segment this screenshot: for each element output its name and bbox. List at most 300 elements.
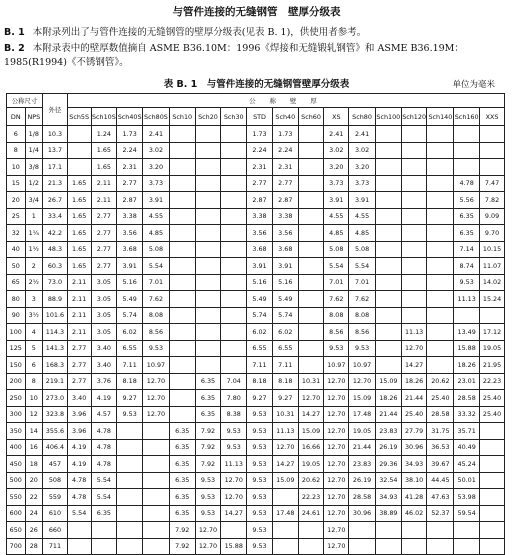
cell-wall-thickness xyxy=(401,225,427,242)
cell-wall-thickness: 12.70 xyxy=(195,522,221,539)
cell-wall-thickness: 10.97 xyxy=(349,357,376,374)
cell-nps: 26 xyxy=(25,522,43,539)
cell-wall-thickness: 4.19 xyxy=(91,390,117,407)
cell-wall-thickness: 7.62 xyxy=(143,291,170,308)
cell-wall-thickness xyxy=(454,307,480,324)
cell-wall-thickness: 6.35 xyxy=(454,208,480,225)
cell-outside-diameter: 219.1 xyxy=(43,373,68,390)
cell-wall-thickness: 5.56 xyxy=(454,192,480,209)
cell-wall-thickness: 3.40 xyxy=(91,357,117,374)
cell-wall-thickness: 6.35 xyxy=(195,390,221,407)
cell-wall-thickness xyxy=(454,538,480,555)
document-title: 与管件连接的无缝钢管 壁厚分级表 xyxy=(172,6,341,18)
cell-wall-thickness xyxy=(221,522,247,539)
cell-wall-thickness xyxy=(91,538,117,555)
cell-wall-thickness xyxy=(221,274,247,291)
cell-outside-diameter: 73.0 xyxy=(43,274,68,291)
cell-wall-thickness: 22.23 xyxy=(298,489,324,506)
cell-wall-thickness: 12.70 xyxy=(324,472,349,489)
table-row xyxy=(7,505,505,522)
cell-wall-thickness: 9.53 xyxy=(324,340,349,357)
cell-wall-thickness xyxy=(401,241,427,258)
cell-wall-thickness: 1.73 xyxy=(247,126,273,143)
cell-wall-thickness xyxy=(427,340,454,357)
cell-wall-thickness: 29.36 xyxy=(375,456,401,473)
cell-dn: 10 xyxy=(7,159,26,176)
table-body xyxy=(7,126,505,555)
cell-dn: 32 xyxy=(7,225,26,242)
cell-wall-thickness: 19.05 xyxy=(480,340,505,357)
cell-wall-thickness: 16.66 xyxy=(298,439,324,456)
cell-wall-thickness: 9.53 xyxy=(349,340,376,357)
cell-wall-thickness xyxy=(480,505,505,522)
paragraph-number: B. 1 xyxy=(4,27,25,38)
cell-wall-thickness: 9.53 xyxy=(117,406,143,423)
cell-wall-thickness xyxy=(169,406,195,423)
cell-wall-thickness: 47.63 xyxy=(427,489,454,506)
cell-wall-thickness xyxy=(169,373,195,390)
cell-wall-thickness: 19.05 xyxy=(298,456,324,473)
cell-wall-thickness xyxy=(221,192,247,209)
cell-nps: 10 xyxy=(25,390,43,407)
cell-nps: 5 xyxy=(25,340,43,357)
cell-wall-thickness: 18.26 xyxy=(401,373,427,390)
cell-wall-thickness: 2.11 xyxy=(91,192,117,209)
cell-wall-thickness xyxy=(143,505,170,522)
cell-wall-thickness: 8.56 xyxy=(324,324,349,341)
cell-wall-thickness xyxy=(427,175,454,192)
table-row xyxy=(7,142,505,159)
cell-wall-thickness: 3.02 xyxy=(349,142,376,159)
table-row xyxy=(7,406,505,423)
cell-wall-thickness: 3.20 xyxy=(349,159,376,176)
cell-wall-thickness: 1.65 xyxy=(91,142,117,159)
cell-wall-thickness xyxy=(401,142,427,159)
cell-wall-thickness: 2.87 xyxy=(247,192,273,209)
cell-wall-thickness: 6.35 xyxy=(195,406,221,423)
cell-wall-thickness xyxy=(427,522,454,539)
cell-wall-thickness: 3.38 xyxy=(117,208,143,225)
cell-wall-thickness: 1.65 xyxy=(67,208,91,225)
cell-wall-thickness: 38.89 xyxy=(375,505,401,522)
cell-wall-thickness xyxy=(195,258,221,275)
cell-wall-thickness: 46.02 xyxy=(401,505,427,522)
cell-wall-thickness: 3.73 xyxy=(143,175,170,192)
cell-outside-diameter: 406.4 xyxy=(43,439,68,456)
cell-wall-thickness xyxy=(480,307,505,324)
cell-wall-thickness: 1.73 xyxy=(272,126,298,143)
cell-dn: 90 xyxy=(7,307,26,324)
cell-dn: 400 xyxy=(7,439,26,456)
table-row xyxy=(7,175,505,192)
cell-wall-thickness: 2.11 xyxy=(67,274,91,291)
cell-wall-thickness: 9.53 xyxy=(221,439,247,456)
cell-wall-thickness: 12.70 xyxy=(324,406,349,423)
cell-wall-thickness xyxy=(349,522,376,539)
cell-wall-thickness: 5.74 xyxy=(272,307,298,324)
cell-outside-diameter: 17.1 xyxy=(43,159,68,176)
cell-wall-thickness xyxy=(117,505,143,522)
cell-wall-thickness xyxy=(67,126,91,143)
cell-wall-thickness: 2.77 xyxy=(117,175,143,192)
cell-wall-thickness: 5.16 xyxy=(117,274,143,291)
cell-nps: 3 xyxy=(25,291,43,308)
cell-wall-thickness: 15.09 xyxy=(298,423,324,440)
cell-wall-thickness: 12.70 xyxy=(324,439,349,456)
cell-wall-thickness: 32.54 xyxy=(375,472,401,489)
cell-wall-thickness: 3.91 xyxy=(324,192,349,209)
cell-wall-thickness: 12.70 xyxy=(195,538,221,555)
table-caption: 表 B. 1 与管件连接的无缝钢管壁厚分级表 xyxy=(163,79,350,90)
cell-wall-thickness xyxy=(401,274,427,291)
cell-nps: 1/4 xyxy=(25,142,43,159)
cell-wall-thickness xyxy=(143,538,170,555)
cell-wall-thickness xyxy=(480,522,505,539)
cell-nps: 1 xyxy=(25,208,43,225)
cell-wall-thickness: 7.80 xyxy=(221,390,247,407)
cell-wall-thickness xyxy=(195,142,221,159)
cell-wall-thickness: 25.40 xyxy=(480,406,505,423)
cell-wall-thickness: 27.79 xyxy=(401,423,427,440)
table-row xyxy=(7,324,505,341)
cell-wall-thickness xyxy=(117,456,143,473)
cell-dn: 700 xyxy=(7,538,26,555)
cell-wall-thickness: 53.98 xyxy=(454,489,480,506)
cell-wall-thickness xyxy=(480,538,505,555)
cell-wall-thickness: 3.20 xyxy=(143,159,170,176)
table-row xyxy=(7,456,505,473)
cell-wall-thickness: 11.13 xyxy=(454,291,480,308)
cell-wall-thickness xyxy=(427,192,454,209)
cell-wall-thickness: 4.85 xyxy=(143,225,170,242)
cell-wall-thickness xyxy=(401,126,427,143)
cell-outside-diameter: 42.2 xyxy=(43,225,68,242)
cell-wall-thickness xyxy=(195,192,221,209)
cell-wall-thickness: 2.41 xyxy=(143,126,170,143)
cell-wall-thickness: 2.31 xyxy=(247,159,273,176)
cell-nps: 1/8 xyxy=(25,126,43,143)
header-schedule-xs: XS xyxy=(324,108,349,126)
cell-wall-thickness: 15.09 xyxy=(272,472,298,489)
cell-wall-thickness xyxy=(375,291,401,308)
cell-wall-thickness: 4.55 xyxy=(143,208,170,225)
cell-dn: 65 xyxy=(7,274,26,291)
cell-wall-thickness: 14.27 xyxy=(298,406,324,423)
table-row xyxy=(7,390,505,407)
cell-wall-thickness: 2.87 xyxy=(117,192,143,209)
cell-wall-thickness: 1.65 xyxy=(67,225,91,242)
cell-wall-thickness: 7.92 xyxy=(169,522,195,539)
cell-dn: 150 xyxy=(7,357,26,374)
cell-wall-thickness: 9.53 xyxy=(247,538,273,555)
cell-wall-thickness: 14.27 xyxy=(272,456,298,473)
cell-wall-thickness: 23.01 xyxy=(454,373,480,390)
cell-wall-thickness xyxy=(117,489,143,506)
cell-wall-thickness: 12.70 xyxy=(401,340,427,357)
cell-wall-thickness xyxy=(272,522,298,539)
cell-wall-thickness xyxy=(375,208,401,225)
cell-outside-diameter: 60.3 xyxy=(43,258,68,275)
cell-dn: 500 xyxy=(7,472,26,489)
table-row xyxy=(7,439,505,456)
table-row xyxy=(7,192,505,209)
cell-dn: 250 xyxy=(7,390,26,407)
cell-outside-diameter: 10.3 xyxy=(43,126,68,143)
cell-wall-thickness: 6.35 xyxy=(169,423,195,440)
cell-wall-thickness: 6.35 xyxy=(169,456,195,473)
cell-wall-thickness: 10.15 xyxy=(480,241,505,258)
cell-wall-thickness: 6.55 xyxy=(117,340,143,357)
paragraph-number: B. 2 xyxy=(4,43,25,54)
cell-wall-thickness: 38.10 xyxy=(401,472,427,489)
cell-wall-thickness xyxy=(375,225,401,242)
cell-nps: 16 xyxy=(25,439,43,456)
cell-dn: 600 xyxy=(7,505,26,522)
cell-wall-thickness xyxy=(298,175,324,192)
cell-outside-diameter: 168.3 xyxy=(43,357,68,374)
cell-wall-thickness: 2.77 xyxy=(91,258,117,275)
paragraph-text: 本附录表中的壁厚数值摘自 ASME B36.10M：1996《焊接和无缝锻轧钢管》和 ASME B36.19M：1985(R1994)《不锈钢管》。 xyxy=(4,43,464,68)
cell-wall-thickness xyxy=(427,291,454,308)
cell-wall-thickness xyxy=(221,357,247,374)
cell-wall-thickness: 8.18 xyxy=(272,373,298,390)
cell-wall-thickness: 8.56 xyxy=(143,324,170,341)
cell-wall-thickness xyxy=(401,175,427,192)
cell-wall-thickness: 3.91 xyxy=(272,258,298,275)
cell-nps: 12 xyxy=(25,406,43,423)
cell-wall-thickness: 7.01 xyxy=(324,274,349,291)
table-row xyxy=(7,225,505,242)
cell-wall-thickness: 6.35 xyxy=(169,439,195,456)
cell-outside-diameter: 114.3 xyxy=(43,324,68,341)
cell-outside-diameter: 323.8 xyxy=(43,406,68,423)
cell-wall-thickness xyxy=(454,159,480,176)
cell-wall-thickness: 2.77 xyxy=(91,225,117,242)
cell-wall-thickness: 15.24 xyxy=(480,291,505,308)
cell-wall-thickness xyxy=(117,423,143,440)
cell-dn: 25 xyxy=(7,208,26,225)
header-schedule-sch20: Sch20 xyxy=(195,108,221,126)
header-nominal-size: 公称尺寸 xyxy=(7,94,43,108)
table-row xyxy=(7,208,505,225)
cell-wall-thickness: 7.92 xyxy=(169,538,195,555)
cell-wall-thickness xyxy=(272,538,298,555)
cell-wall-thickness: 7.11 xyxy=(117,357,143,374)
cell-wall-thickness: 1.65 xyxy=(91,159,117,176)
cell-wall-thickness: 12.70 xyxy=(143,373,170,390)
cell-wall-thickness: 3.73 xyxy=(349,175,376,192)
cell-wall-thickness: 1.65 xyxy=(67,192,91,209)
cell-wall-thickness: 21.95 xyxy=(480,357,505,374)
cell-wall-thickness: 4.78 xyxy=(67,472,91,489)
header-schedule-sch100: Sch100 xyxy=(375,108,401,126)
cell-wall-thickness: 41.28 xyxy=(401,489,427,506)
cell-nps: 22 xyxy=(25,489,43,506)
cell-wall-thickness: 4.19 xyxy=(67,456,91,473)
cell-wall-thickness: 5.08 xyxy=(349,241,376,258)
cell-wall-thickness: 2.11 xyxy=(67,307,91,324)
table-row xyxy=(7,307,505,324)
cell-wall-thickness: 2.24 xyxy=(272,142,298,159)
table-row xyxy=(7,522,505,539)
cell-wall-thickness: 3.02 xyxy=(143,142,170,159)
cell-wall-thickness: 40.49 xyxy=(454,439,480,456)
table-row xyxy=(7,538,505,555)
cell-wall-thickness: 3.68 xyxy=(247,241,273,258)
cell-wall-thickness: 9.27 xyxy=(247,390,273,407)
table-row xyxy=(7,357,505,374)
cell-wall-thickness: 4.85 xyxy=(349,225,376,242)
cell-wall-thickness: 6.02 xyxy=(117,324,143,341)
cell-wall-thickness: 15.09 xyxy=(349,390,376,407)
cell-wall-thickness xyxy=(221,241,247,258)
cell-wall-thickness xyxy=(221,175,247,192)
cell-wall-thickness: 25.40 xyxy=(427,390,454,407)
header-schedule-sch160: Sch160 xyxy=(454,108,480,126)
cell-wall-thickness xyxy=(169,274,195,291)
cell-wall-thickness: 2.24 xyxy=(117,142,143,159)
cell-wall-thickness xyxy=(195,307,221,324)
cell-wall-thickness xyxy=(298,538,324,555)
table-row xyxy=(7,489,505,506)
cell-wall-thickness: 11.07 xyxy=(480,258,505,275)
cell-wall-thickness xyxy=(169,241,195,258)
cell-wall-thickness xyxy=(298,522,324,539)
cell-outside-diameter: 355.6 xyxy=(43,423,68,440)
cell-wall-thickness: 15.88 xyxy=(221,538,247,555)
cell-wall-thickness: 5.54 xyxy=(349,258,376,275)
cell-wall-thickness xyxy=(427,241,454,258)
cell-wall-thickness: 12.70 xyxy=(221,472,247,489)
cell-wall-thickness: 3.56 xyxy=(272,225,298,242)
cell-wall-thickness: 4.78 xyxy=(91,423,117,440)
cell-wall-thickness: 3.02 xyxy=(324,142,349,159)
cell-wall-thickness: 14.02 xyxy=(480,274,505,291)
cell-wall-thickness: 26.19 xyxy=(349,472,376,489)
cell-wall-thickness xyxy=(169,291,195,308)
cell-wall-thickness: 10.97 xyxy=(143,357,170,374)
header-schedule-xxs: XXS xyxy=(480,108,505,126)
cell-dn: 20 xyxy=(7,192,26,209)
header-schedule-sch5s: Sch5S xyxy=(67,108,91,126)
cell-wall-thickness xyxy=(143,439,170,456)
cell-wall-thickness xyxy=(454,126,480,143)
cell-wall-thickness xyxy=(401,192,427,209)
header-dn: DN xyxy=(7,108,26,126)
cell-wall-thickness xyxy=(67,142,91,159)
cell-wall-thickness: 9.53 xyxy=(195,489,221,506)
cell-wall-thickness: 25.40 xyxy=(401,406,427,423)
header-schedule-sch10: Sch10 xyxy=(169,108,195,126)
cell-dn: 8 xyxy=(7,142,26,159)
cell-wall-thickness: 12.70 xyxy=(298,390,324,407)
cell-wall-thickness xyxy=(401,208,427,225)
cell-wall-thickness xyxy=(143,423,170,440)
header-nominal-wall: 公 称 壁 厚 xyxy=(67,94,504,108)
cell-nps: 3/4 xyxy=(25,192,43,209)
cell-wall-thickness: 3.76 xyxy=(91,373,117,390)
cell-wall-thickness: 2.77 xyxy=(247,175,273,192)
paragraph-b2 xyxy=(4,42,509,70)
cell-wall-thickness: 9.53 xyxy=(143,340,170,357)
cell-wall-thickness: 12.70 xyxy=(324,538,349,555)
cell-wall-thickness xyxy=(480,159,505,176)
cell-wall-thickness: 2.11 xyxy=(67,324,91,341)
cell-wall-thickness: 5.54 xyxy=(324,258,349,275)
cell-wall-thickness: 3.91 xyxy=(349,192,376,209)
cell-wall-thickness xyxy=(169,357,195,374)
cell-dn: 550 xyxy=(7,489,26,506)
cell-wall-thickness: 9.09 xyxy=(480,208,505,225)
cell-wall-thickness xyxy=(375,307,401,324)
cell-outside-diameter: 508 xyxy=(43,472,68,489)
cell-wall-thickness xyxy=(375,324,401,341)
cell-dn: 450 xyxy=(7,456,26,473)
cell-wall-thickness xyxy=(221,307,247,324)
cell-wall-thickness xyxy=(221,291,247,308)
cell-wall-thickness: 4.55 xyxy=(324,208,349,225)
cell-dn: 200 xyxy=(7,373,26,390)
cell-wall-thickness: 7.11 xyxy=(272,357,298,374)
cell-wall-thickness xyxy=(169,225,195,242)
cell-wall-thickness xyxy=(221,126,247,143)
cell-wall-thickness xyxy=(454,522,480,539)
table-row xyxy=(7,258,505,275)
cell-wall-thickness: 36.53 xyxy=(427,439,454,456)
cell-wall-thickness: 20.62 xyxy=(427,373,454,390)
cell-wall-thickness: 3.05 xyxy=(91,291,117,308)
cell-wall-thickness xyxy=(195,274,221,291)
cell-nps: 1¼ xyxy=(25,225,43,242)
cell-wall-thickness: 2.77 xyxy=(272,175,298,192)
cell-wall-thickness xyxy=(195,241,221,258)
cell-wall-thickness: 3.56 xyxy=(117,225,143,242)
cell-wall-thickness: 33.32 xyxy=(454,406,480,423)
cell-wall-thickness xyxy=(375,192,401,209)
cell-wall-thickness: 2.77 xyxy=(67,373,91,390)
cell-wall-thickness xyxy=(375,175,401,192)
cell-wall-thickness xyxy=(375,142,401,159)
cell-wall-thickness xyxy=(401,538,427,555)
cell-outside-diameter: 13.7 xyxy=(43,142,68,159)
cell-wall-thickness xyxy=(67,159,91,176)
cell-wall-thickness xyxy=(143,522,170,539)
cell-wall-thickness xyxy=(117,522,143,539)
cell-wall-thickness: 52.37 xyxy=(427,505,454,522)
cell-wall-thickness: 6.35 xyxy=(169,472,195,489)
unit-note: 单位为毫米 xyxy=(452,80,495,90)
cell-outside-diameter: 711 xyxy=(43,538,68,555)
cell-wall-thickness: 3.05 xyxy=(91,307,117,324)
cell-nps: 20 xyxy=(25,472,43,489)
wall-thickness-table-container xyxy=(6,93,505,555)
cell-wall-thickness xyxy=(221,208,247,225)
cell-wall-thickness xyxy=(117,472,143,489)
cell-nps: 2½ xyxy=(25,274,43,291)
cell-wall-thickness xyxy=(298,274,324,291)
cell-wall-thickness xyxy=(480,439,505,456)
cell-wall-thickness: 12.70 xyxy=(324,390,349,407)
cell-wall-thickness: 5.49 xyxy=(247,291,273,308)
cell-wall-thickness: 10.31 xyxy=(298,373,324,390)
cell-outside-diameter: 48.3 xyxy=(43,241,68,258)
cell-wall-thickness: 9.53 xyxy=(247,505,273,522)
cell-wall-thickness: 3.91 xyxy=(247,258,273,275)
cell-wall-thickness: 21.44 xyxy=(401,390,427,407)
cell-wall-thickness: 14.27 xyxy=(401,357,427,374)
cell-wall-thickness: 13.49 xyxy=(454,324,480,341)
cell-wall-thickness xyxy=(375,340,401,357)
